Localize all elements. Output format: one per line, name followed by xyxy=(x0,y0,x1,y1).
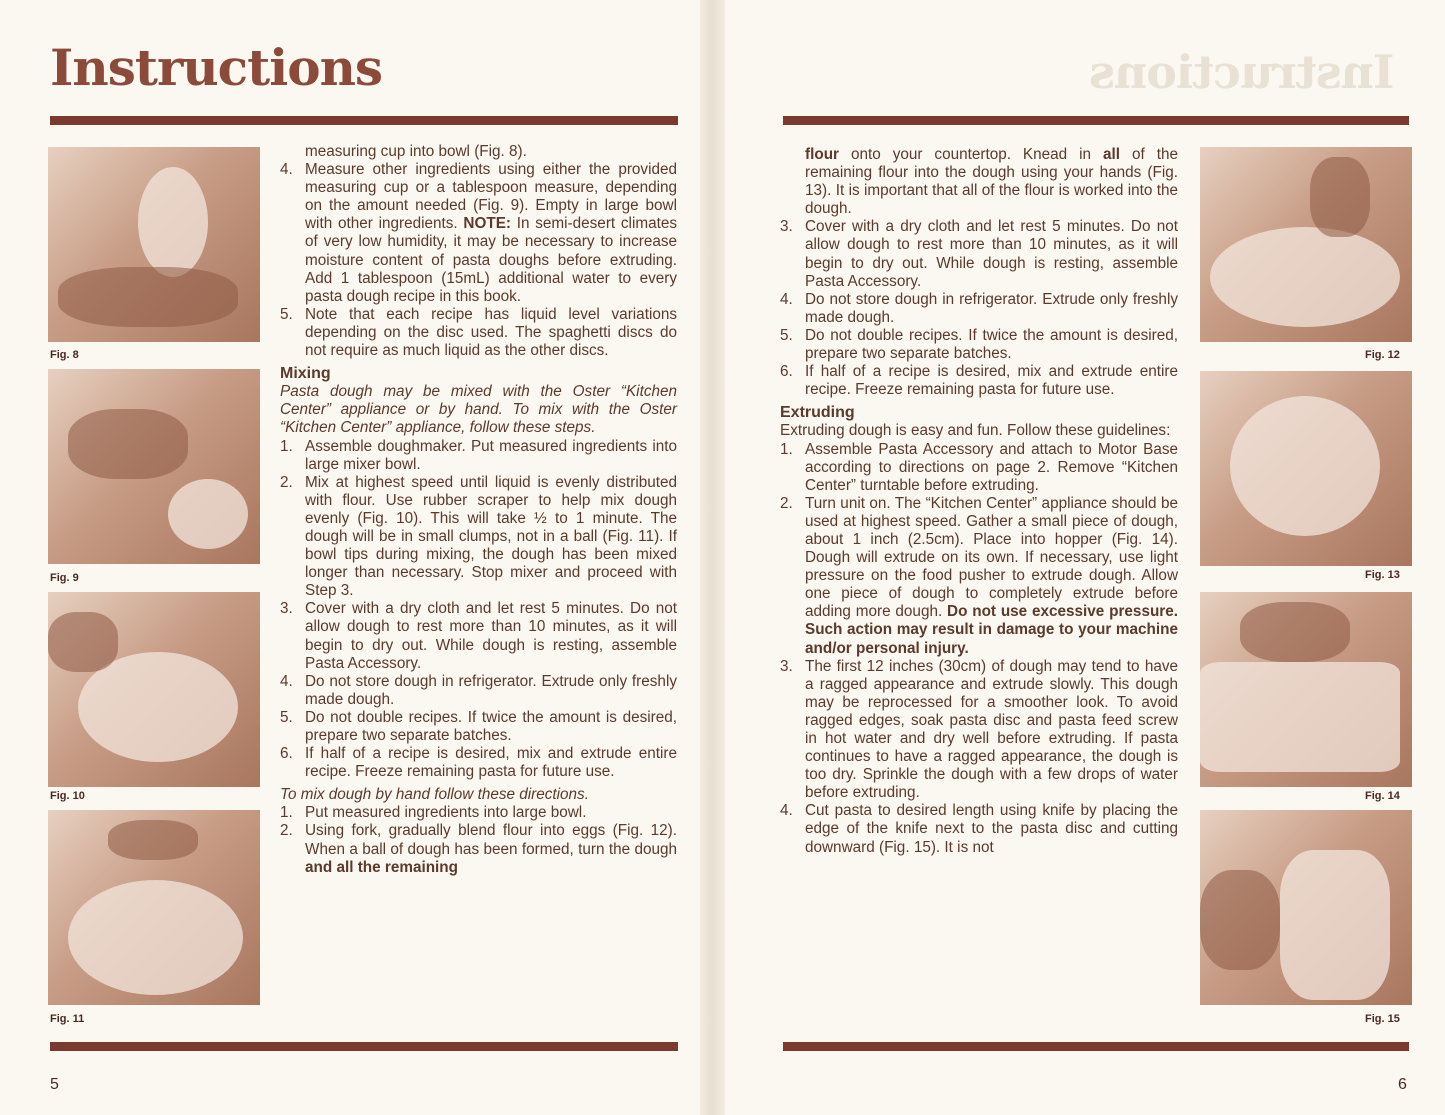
list-item xyxy=(280,804,677,822)
step-number: 2. xyxy=(280,822,293,840)
step-text: Mix at highest speed until liquid is evenly distributed with flour. Use rubber scraper to help mix dough evenly (Fig. 10). This will take ½ to 1 minute. The dough will be in small clumps, not in a ball (Fig. 11). If bowl tips during mixing, the dough has been mixed longer than necessary. Stop mixer and proceed with Step 3. xyxy=(305,473,677,600)
step-number: 3. xyxy=(780,657,793,675)
fig-15-label: Fig. 15 xyxy=(1365,1013,1400,1025)
continued-text: flour onto your countertop. Knead in all of the remaining flour into the dough using your hands (Fig. 13). It is important that all of the flour is worked into the dough. xyxy=(805,146,1178,218)
step-number: 1. xyxy=(280,437,293,455)
list-item xyxy=(780,218,1178,290)
step-text: If half of a recipe is desired, mix and extrude entire recipe. Freeze remaining pasta for future use. xyxy=(305,745,677,781)
top-rule xyxy=(50,116,678,125)
step-number: 5. xyxy=(280,708,293,726)
step-text: Do not store dough in refrigerator. Extrude only freshly made dough. xyxy=(805,290,1178,326)
step-number: 1. xyxy=(780,440,793,458)
book-gutter xyxy=(700,0,725,1115)
figure-13-photo xyxy=(1200,371,1412,566)
bottom-rule xyxy=(783,1042,1409,1051)
fig-8-label: Fig. 8 xyxy=(50,349,79,361)
top-rule xyxy=(783,116,1409,125)
list-item xyxy=(780,802,1178,856)
right-body-text xyxy=(780,146,1178,857)
figure-10-photo xyxy=(48,592,260,787)
list-item xyxy=(780,658,1178,803)
list-item xyxy=(780,363,1178,399)
step-text: Do not store dough in refrigerator. Extrude only freshly made dough. xyxy=(305,672,677,708)
page-number: 5 xyxy=(50,1076,59,1093)
left-body-text xyxy=(280,143,677,877)
step-text: Do not double recipes. If twice the amount is desired, prepare two separate batches. xyxy=(805,326,1178,363)
list-item xyxy=(780,327,1178,363)
step-text: Assemble doughmaker. Put measured ingredients into large mixer bowl. xyxy=(305,437,677,473)
step-number: 4. xyxy=(280,161,293,179)
step-text: Cover with a dry cloth and let rest 5 minutes. Do not allow dough to rest more than 10 minutes, as it will begin to dry out. While dough is resting, assemble Pasta Accessory. xyxy=(305,600,677,672)
step-number: 4. xyxy=(280,672,293,690)
continued-text: measuring cup into bowl (Fig. 8). xyxy=(305,143,527,160)
list-item xyxy=(280,673,677,709)
figure-12-photo xyxy=(1200,147,1412,342)
step-number: 6. xyxy=(780,363,793,381)
step-number: 2. xyxy=(780,494,793,512)
page-number: 6 xyxy=(1398,1076,1407,1093)
list-item xyxy=(780,441,1178,495)
right-page xyxy=(725,0,1445,1115)
list-item xyxy=(280,600,677,672)
step-text: Assemble Pasta Accessory and attach to Motor Base according to directions on page 2. Remove “Kitchen Center” turntable before extruding. xyxy=(805,440,1178,494)
bleed-through-title: Instructions xyxy=(1090,45,1395,99)
hand-intro: To mix dough by hand follow these directions. xyxy=(280,786,589,804)
figure-9-photo xyxy=(48,369,260,564)
step-number: 5. xyxy=(780,326,793,344)
figure-11-photo xyxy=(48,810,260,1005)
step-text: Cut pasta to desired length using knife by placing the edge of the knife next to the pasta disc and cutting downward (Fig. 15). It is not xyxy=(805,802,1178,856)
fig-9-label: Fig. 9 xyxy=(50,572,79,584)
step-text: Note that each recipe has liquid level variations depending on the disc used. The spaghetti discs do not require as much liquid as the other discs. xyxy=(305,305,677,360)
list-item xyxy=(280,438,677,474)
fig-11-label: Fig. 11 xyxy=(50,1013,85,1025)
list-item xyxy=(280,822,677,876)
fig-12-label: Fig. 12 xyxy=(1365,349,1400,361)
step-number: 4. xyxy=(780,290,793,308)
step-text: The first 12 inches (30cm) of dough may tend to have a ragged appearance and extrude slowly. This dough may be reprocessed for a smoother look. To avoid ragged edges, soak pasta disc and pasta feed screw in hot water and dry well before extruding. If pasta continues to have a ragged appearance, the dough is too dry. Sprinkle the dough with a few drops of water before extruding. xyxy=(805,657,1178,802)
step-number: 2. xyxy=(280,473,293,491)
list-item xyxy=(280,709,677,745)
step-number: 1. xyxy=(280,804,293,822)
step-text: If half of a recipe is desired, mix and extrude entire recipe. Freeze remaining pasta for future use. xyxy=(805,363,1178,399)
fig-13-label: Fig. 13 xyxy=(1365,569,1400,581)
fig-14-label: Fig. 14 xyxy=(1365,790,1400,802)
bottom-rule xyxy=(50,1042,678,1051)
extruding-heading: Extruding xyxy=(780,404,855,422)
figure-8-photo xyxy=(48,147,260,342)
step-text: Put measured ingredients into large bowl. xyxy=(305,804,587,822)
fig-10-label: Fig. 10 xyxy=(50,790,85,802)
step-text: Cover with a dry cloth and let rest 5 minutes. Do not allow dough to rest more than 10 minutes, as it will begin to dry out. While dough is resting, assemble Pasta Accessory. xyxy=(805,218,1178,290)
mixing-intro: Pasta dough may be mixed with the Oster “Kitchen Center” appliance or by hand. To mix with the Oster “Kitchen Center” appliance, follow these steps. xyxy=(280,383,677,437)
extruding-intro: Extruding dough is easy and fun. Follow these guidelines: xyxy=(780,422,1171,440)
step-number: 6. xyxy=(280,745,293,763)
step-number: 4. xyxy=(780,802,793,820)
list-item xyxy=(280,745,677,781)
mixing-heading: Mixing xyxy=(280,365,331,383)
list-item xyxy=(280,474,677,601)
step-text: Turn unit on. The “Kitchen Center” appliance should be used at highest speed. Gather a small piece of dough, about 1 inch (2.5cm). Place into hopper (Fig. 14). Dough will extrude on its own. If necessary, use light pressure on the food pusher to extrude dough. Allow one piece of dough to completely extrude before adding more dough. Do not use excessive pressure. Such action may result in damage to your machine and/or personal injury. xyxy=(805,494,1179,657)
step-text: Using fork, gradually blend flour into eggs (Fig. 12). When a ball of dough has been formed, turn the dough and all the remaining xyxy=(305,822,677,876)
step-number: 3. xyxy=(280,600,293,618)
figure-14-photo xyxy=(1200,592,1412,787)
page-title: Instructions xyxy=(50,38,383,97)
list-item xyxy=(280,306,677,360)
list-item xyxy=(280,161,677,306)
left-page xyxy=(0,0,700,1115)
list-item xyxy=(780,291,1178,327)
step-text: Do not double recipes. If twice the amount is desired, prepare two separate batches. xyxy=(305,708,677,744)
figure-15-photo xyxy=(1200,810,1412,1005)
step-number: 3. xyxy=(780,218,793,236)
step-text: Measure other ingredients using either the provided measuring cup or a tablespoon measure, depending on the amount needed (Fig. 9). Empty in large bowl with other ingredients. NOTE: In semi-desert climates of very low humidity, it may be necessary to increase moisture content of pasta doughs before extruding. Add 1 tablespoon (15mL) additional water to every pasta dough recipe in this book. xyxy=(305,161,678,305)
list-item xyxy=(780,495,1178,658)
step-number: 5. xyxy=(280,305,293,323)
